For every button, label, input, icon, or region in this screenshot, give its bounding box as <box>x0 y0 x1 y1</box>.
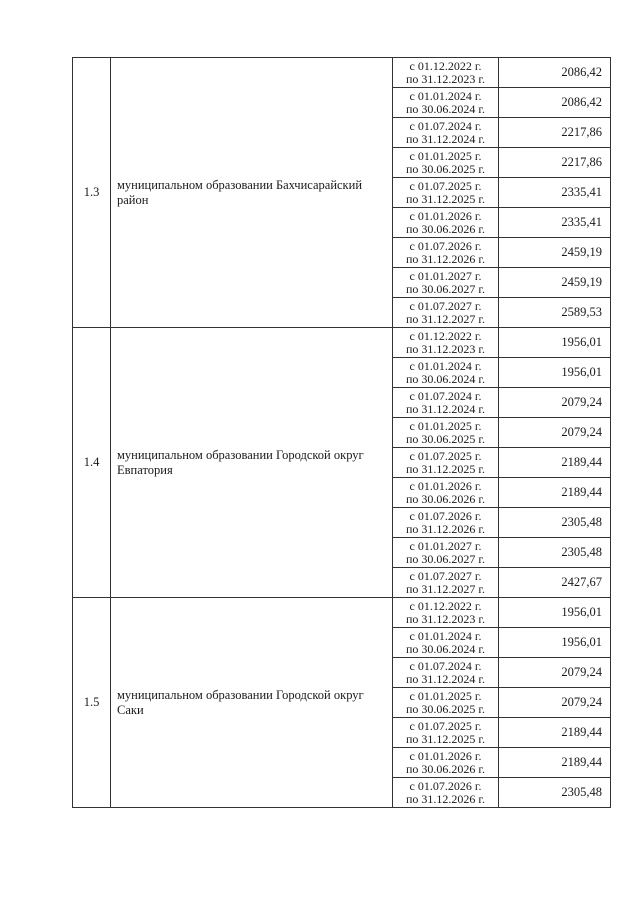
tariff-value: 1956,01 <box>499 598 611 628</box>
period-cell <box>393 208 499 238</box>
period-from: с 01.01.2024 г. <box>409 88 482 103</box>
period-from: с 01.07.2026 г. <box>409 508 482 523</box>
period-to: по 30.06.2026 г. <box>406 221 485 236</box>
period-to: по 31.12.2027 г. <box>406 311 485 326</box>
period-to: по 30.06.2025 г. <box>406 701 485 716</box>
tariff-value: 2189,44 <box>499 478 611 508</box>
period-to: по 30.06.2026 г. <box>406 761 485 776</box>
tariff-value: 2079,24 <box>499 688 611 718</box>
municipality-name: муниципальном образовании Городской округ Саки <box>111 598 393 808</box>
period-from: с 01.12.2022 г. <box>409 58 482 73</box>
period-from: с 01.07.2024 г. <box>409 118 482 133</box>
tariff-value: 2189,44 <box>499 718 611 748</box>
period-cell <box>393 508 499 538</box>
period-to: по 31.12.2026 г. <box>406 251 485 266</box>
period-cell <box>393 748 499 778</box>
tariff-value: 2305,48 <box>499 778 611 808</box>
period-to: по 31.12.2027 г. <box>406 581 485 596</box>
period-cell <box>393 718 499 748</box>
tariff-value: 1956,01 <box>499 628 611 658</box>
period-to: по 30.06.2025 г. <box>406 161 485 176</box>
period-to: по 31.12.2024 г. <box>406 131 485 146</box>
period-from: с 01.07.2024 г. <box>409 388 482 403</box>
period-from: с 01.01.2025 г. <box>409 418 482 433</box>
table-row <box>73 328 611 358</box>
table-row <box>73 598 611 628</box>
section-number: 1.5 <box>73 598 111 808</box>
period-to: по 31.12.2024 г. <box>406 401 485 416</box>
period-to: по 30.06.2027 г. <box>406 281 485 296</box>
period-cell <box>393 658 499 688</box>
tariff-value: 2305,48 <box>499 538 611 568</box>
tariff-value: 2589,53 <box>499 298 611 328</box>
period-to: по 31.12.2024 г. <box>406 671 485 686</box>
municipality-name: муниципальном образовании Бахчисарайский район <box>111 58 393 328</box>
tariff-value: 2335,41 <box>499 178 611 208</box>
tariff-value: 2459,19 <box>499 238 611 268</box>
period-to: по 30.06.2024 г. <box>406 641 485 656</box>
period-from: с 01.07.2025 г. <box>409 448 482 463</box>
tariff-value: 2189,44 <box>499 748 611 778</box>
period-to: по 30.06.2025 г. <box>406 431 485 446</box>
tariff-value: 2305,48 <box>499 508 611 538</box>
period-cell <box>393 148 499 178</box>
period-to: по 31.12.2025 г. <box>406 731 485 746</box>
period-from: с 01.01.2024 г. <box>409 628 482 643</box>
period-to: по 31.12.2025 г. <box>406 191 485 206</box>
period-from: с 01.01.2027 г. <box>409 538 482 553</box>
period-from: с 01.01.2025 г. <box>409 688 482 703</box>
period-to: по 30.06.2026 г. <box>406 491 485 506</box>
tariff-table <box>72 57 611 808</box>
period-cell <box>393 598 499 628</box>
period-cell <box>393 478 499 508</box>
section-number: 1.3 <box>73 58 111 328</box>
tariff-value: 2079,24 <box>499 658 611 688</box>
period-cell <box>393 778 499 808</box>
tariff-table-body <box>73 58 611 808</box>
period-cell <box>393 238 499 268</box>
period-from: с 01.12.2022 г. <box>409 598 482 613</box>
period-to: по 31.12.2023 г. <box>406 341 485 356</box>
period-from: с 01.07.2027 г. <box>409 568 482 583</box>
period-to: по 31.12.2023 г. <box>406 71 485 86</box>
tariff-value: 1956,01 <box>499 358 611 388</box>
tariff-value: 2086,42 <box>499 88 611 118</box>
tariff-value: 2459,19 <box>499 268 611 298</box>
tariff-value: 2217,86 <box>499 148 611 178</box>
period-cell <box>393 298 499 328</box>
period-cell <box>393 328 499 358</box>
period-cell <box>393 628 499 658</box>
period-cell <box>393 418 499 448</box>
period-cell <box>393 268 499 298</box>
tariff-value: 2086,42 <box>499 58 611 88</box>
tariff-value: 2079,24 <box>499 418 611 448</box>
tariff-value: 1956,01 <box>499 328 611 358</box>
period-from: с 01.07.2025 г. <box>409 718 482 733</box>
tariff-value: 2189,44 <box>499 448 611 478</box>
tariff-value: 2335,41 <box>499 208 611 238</box>
period-cell <box>393 388 499 418</box>
period-cell <box>393 568 499 598</box>
period-cell <box>393 178 499 208</box>
period-from: с 01.07.2027 г. <box>409 298 482 313</box>
period-cell <box>393 118 499 148</box>
tariff-value: 2427,67 <box>499 568 611 598</box>
period-to: по 30.06.2027 г. <box>406 551 485 566</box>
municipality-name: муниципальном образовании Городской округ Евпатория <box>111 328 393 598</box>
period-to: по 30.06.2024 г. <box>406 101 485 116</box>
period-cell <box>393 688 499 718</box>
period-from: с 01.01.2027 г. <box>409 268 482 283</box>
period-to: по 31.12.2026 г. <box>406 521 485 536</box>
period-from: с 01.01.2026 г. <box>409 478 482 493</box>
period-from: с 01.07.2026 г. <box>409 238 482 253</box>
period-to: по 31.12.2023 г. <box>406 611 485 626</box>
tariff-value: 2079,24 <box>499 388 611 418</box>
period-to: по 31.12.2025 г. <box>406 461 485 476</box>
period-cell <box>393 58 499 88</box>
section-number: 1.4 <box>73 328 111 598</box>
period-from: с 01.01.2025 г. <box>409 148 482 163</box>
period-cell <box>393 538 499 568</box>
tariff-value: 2217,86 <box>499 118 611 148</box>
period-from: с 01.01.2026 г. <box>409 208 482 223</box>
period-cell <box>393 358 499 388</box>
period-from: с 01.07.2025 г. <box>409 178 482 193</box>
period-from: с 01.12.2022 г. <box>409 328 482 343</box>
period-cell <box>393 448 499 478</box>
period-from: с 01.07.2024 г. <box>409 658 482 673</box>
period-from: с 01.01.2024 г. <box>409 358 482 373</box>
period-cell <box>393 88 499 118</box>
period-to: по 30.06.2024 г. <box>406 371 485 386</box>
period-to: по 31.12.2026 г. <box>406 791 485 806</box>
period-from: с 01.07.2026 г. <box>409 778 482 793</box>
table-row <box>73 58 611 88</box>
period-from: с 01.01.2026 г. <box>409 748 482 763</box>
